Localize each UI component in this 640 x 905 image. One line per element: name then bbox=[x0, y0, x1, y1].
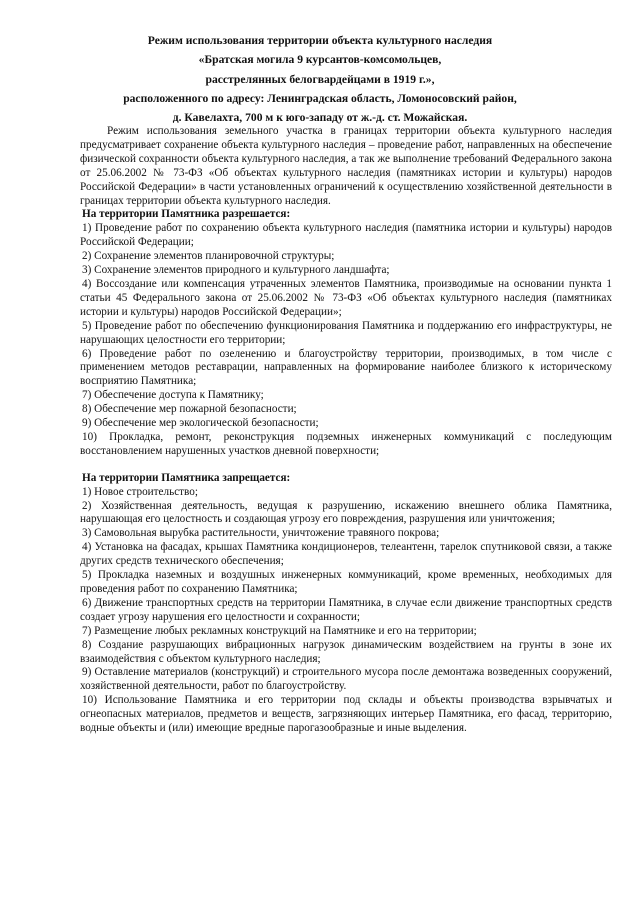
title-line: расстрелянных белогвардейцами в 1919 г.», bbox=[205, 72, 435, 86]
allowed-item: 6) Проведение работ по озеленению и благоустройству территории, производимых, в том числе с применением методов реставрации, направленных на формирование наиболее близкого к историческому восприятию Памятника; bbox=[80, 347, 612, 388]
forbidden-item: 9) Оставление материалов (конструкций) и строительного мусора после демонтажа возведенных сооружений, хозяйственной деятельности, работ по благоустройству. bbox=[80, 666, 612, 693]
forbidden-item: 10) Использование Памятника и его территории под склады и объекты производства взрывчатых и огнеопасных материалов, предметов и веществ, загрязняющих интерьер Памятника, его фасад, территорию, водные объекты и (или) имеющие вредные парогазообразные и иные выделения. bbox=[80, 694, 612, 735]
forbidden-heading: На территории Памятника запрещается: bbox=[82, 471, 291, 484]
allowed-item: 4) Воссоздание или компенсация утраченных элементов Памятника, производимые на основании пункта 1 статьи 45 Федерального закона от 25.06.2002 № 73-ФЗ «Об объектах культурного наследия (памятниках истории и культуры) народов Российской Федерации»; bbox=[80, 277, 612, 318]
title-line: расположенного по адресу: Ленинградская область, Ломоносовский район, bbox=[123, 91, 517, 105]
allowed-list bbox=[80, 222, 612, 458]
allowed-item: 5) Проведение работ по обеспечению функционирования Памятника и поддержанию его инфраструктуры, не нарушающих целостности его территории; bbox=[80, 319, 612, 346]
forbidden-item: 4) Установка на фасадах, крышах Памятника кондиционеров, телеантенн, тарелок спутниковой связи, а также других средств технического обеспечения; bbox=[80, 541, 612, 568]
allowed-item: 2) Сохранение элементов планировочной структуры; bbox=[82, 250, 335, 263]
allowed-item: 7) Обеспечение доступа к Памятнику; bbox=[82, 389, 264, 402]
allowed-item: 1) Проведение работ по сохранению объекта культурного наследия (памятника истории и культуры) народов Российской Федерации; bbox=[80, 222, 612, 249]
allowed-item: 3) Сохранение элементов природного и культурного ландшафта; bbox=[82, 264, 390, 277]
allowed-item: 9) Обеспечение мер экологической безопасности; bbox=[82, 417, 319, 430]
allowed-heading: На территории Памятника разрешается: bbox=[82, 208, 291, 221]
forbidden-item: 6) Движение транспортных средств на территории Памятника, в случае если движение транспортных средств создает угрозу нарушения его целостности и сохранности; bbox=[80, 596, 612, 623]
title-line: «Братская могила 9 курсантов-комсомольцев, bbox=[198, 53, 442, 67]
title-line: д. Кавелахта, 700 м к юго-западу от ж.-д. ст. Можайская. bbox=[172, 111, 468, 125]
forbidden-item: 1) Новое строительство; bbox=[82, 485, 198, 498]
intro-paragraph: Режим использования земельного участка в границах территории объекта культурного наследия предусматривает сохранение объекта культурного наследия – проведение работ, направленных на обеспечение физической сохранности объекта культурного наследия, а так же выполнение требований Федерального закона от 25.06.2002 № 73-ФЗ «Об объектах культурного наследия (памятниках истории и культуры) народов Российской Федерации» в части установленных ограничений к осуществлению хозяйственной деятельности в границах территории объекта культурного наследия. bbox=[80, 125, 612, 207]
allowed-item: 8) Обеспечение мер пожарной безопасности; bbox=[82, 403, 297, 416]
document-body bbox=[80, 125, 612, 736]
forbidden-item: 5) Прокладка наземных и воздушных инженерных коммуникаций, кроме временных, необходимых для проведения работ по сохранению Памятника; bbox=[80, 569, 612, 595]
forbidden-item: 8) Создание разрушающих вибрационных нагрузок динамическим воздействием на грунты в зоне их взаимодействия с объектом культурного наследия; bbox=[80, 638, 612, 665]
forbidden-item: 7) Размещение любых рекламных конструкций на Памятнике и его на территории; bbox=[82, 624, 477, 637]
title-line: Режим использования территории объекта культурного наследия bbox=[147, 34, 493, 47]
section-spacer bbox=[80, 459, 612, 472]
allowed-item: 10) Прокладка, ремонт, реконструкция подземных инженерных коммуникаций с последующим восстановлением нарушенных участков дневной поверхности; bbox=[80, 430, 612, 457]
forbidden-item: 2) Хозяйственная деятельность, ведущая к разрушению, искажению внешнего облика Памятника, нарушающая его целостность и создающая угрозу его повреждения, разрушения или уничтожения; bbox=[80, 499, 612, 526]
document-title bbox=[90, 31, 550, 127]
forbidden-item: 3) Самовольная вырубка растительности, уничтожение травяного покрова; bbox=[82, 527, 440, 540]
forbidden-list bbox=[80, 486, 612, 736]
